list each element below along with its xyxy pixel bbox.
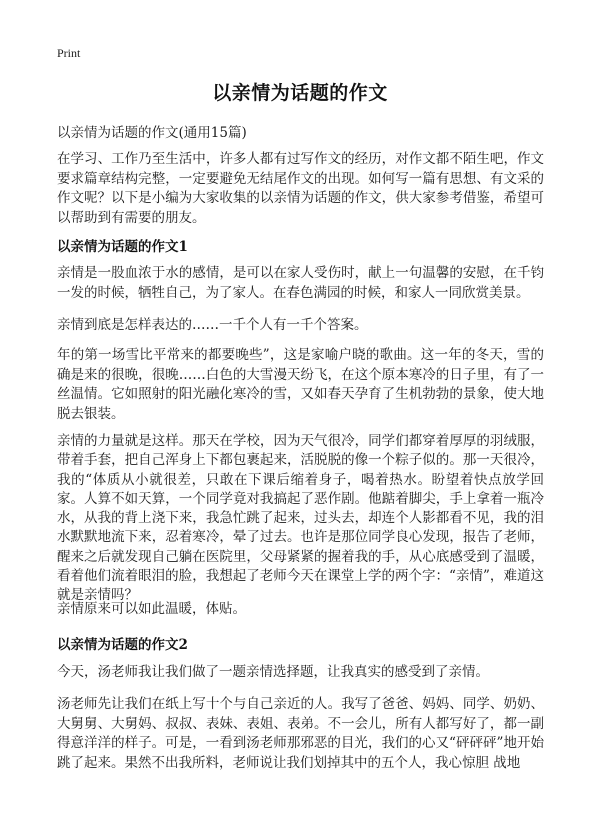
essay-heading-2: 以亲情为话题的作文2 <box>57 637 188 653</box>
essay-1-paragraph-3: 年的第一场雪比平常来的都要晚些”，这是家喻户晓的歌曲。这一年的冬天，雪的确是来的很晚，很晚……白色的大雪漫天纷飞，在这个原本寒冷的日子里，有了一丝温情。它如照射的阳光融化寒冷的雪，又如春天孕育了生机勃勃的景象，使大地脱去银装。 <box>57 347 544 422</box>
essay-1-paragraph-2: 亲情到底是怎样表达的……一千个人有一千个答案。 <box>57 317 368 333</box>
page-title: 以亲情为话题的作文 <box>212 82 388 104</box>
intro-paragraph: 在学习、工作乃至生活中，许多人都有过写作文的经历，对作文都不陌生吧，作文要求篇章结构完整，一定要避免无结尾作文的出现。如何写一篇有思想、有文采的作文呢？以下是小编为大家收集的以亲情为话题的作文，供大家参考借鉴，希望可以帮助到有需要的朋友。 <box>57 151 544 226</box>
essay-2-paragraph-2: 汤老师先让我们在纸上写十个与自己亲近的人。我写了爸爸、妈妈、同学、奶奶、大舅舅、大舅妈、叔叔、表妹、表姐、表弟。不一会儿，所有人都写好了，都一副得意洋洋的样子。可是，一看到汤老师那邪恶的目光，我们的心又“砰砰砰”地开始跳了起来。果然不出我所料，老师说让我们划掉其中的五个人，我心惊胆 战地 <box>57 696 544 771</box>
essay-1-paragraph-4: 亲情的力量就是这样。那天在学校，因为天气很冷，同学们都穿着厚厚的羽绒服，带着手套，把自己浑身上下都包裹起来，活脱脱的像一个粽子似的。那一天很冷，我的“体质从小就很差，只敢在下课后缩着身子，喝着热水。盼望着快点放学回家。人算不如天算，一个同学竟对我搞起了恶作剧。他踮着脚尖，手上拿着一瓶冷水，从我的背上浇下来，我急忙跳了起来，过头去，却连个人影都看不见，我的泪水默默地流下来，忍着寒冷，晕了过去。也许是那位同学良心发现，报告了老师，醒来之后就发现自己躺在医院里，父母紧紧的握着我的手，从心底感受到了温暖，看着他们流着眼泪的脸，我想起了老师今天在课堂上学的两个字：“亲情”，难道这就是亲情吗？ <box>57 433 544 604</box>
print-link[interactable]: Print <box>57 46 81 60</box>
essay-heading-1: 以亲情为话题的作文1 <box>57 239 188 255</box>
essay-1-paragraph-5: 亲情原来可以如此温暖，体贴。 <box>57 601 246 617</box>
essay-1-paragraph-1: 亲情是一股血浓于水的感情，是可以在家人受伤时，献上一句温馨的安慰，在千钧一发的时候，牺牲自己，为了家人。在春色满园的时候，和家人一同欣赏美景。 <box>57 265 544 301</box>
essay-2-paragraph-1: 今天，汤老师我让我们做了一题亲情选择题，让我真实的感受到了亲情。 <box>57 664 489 680</box>
document-subtitle: 以亲情为话题的作文(通用15篇) <box>57 125 247 141</box>
